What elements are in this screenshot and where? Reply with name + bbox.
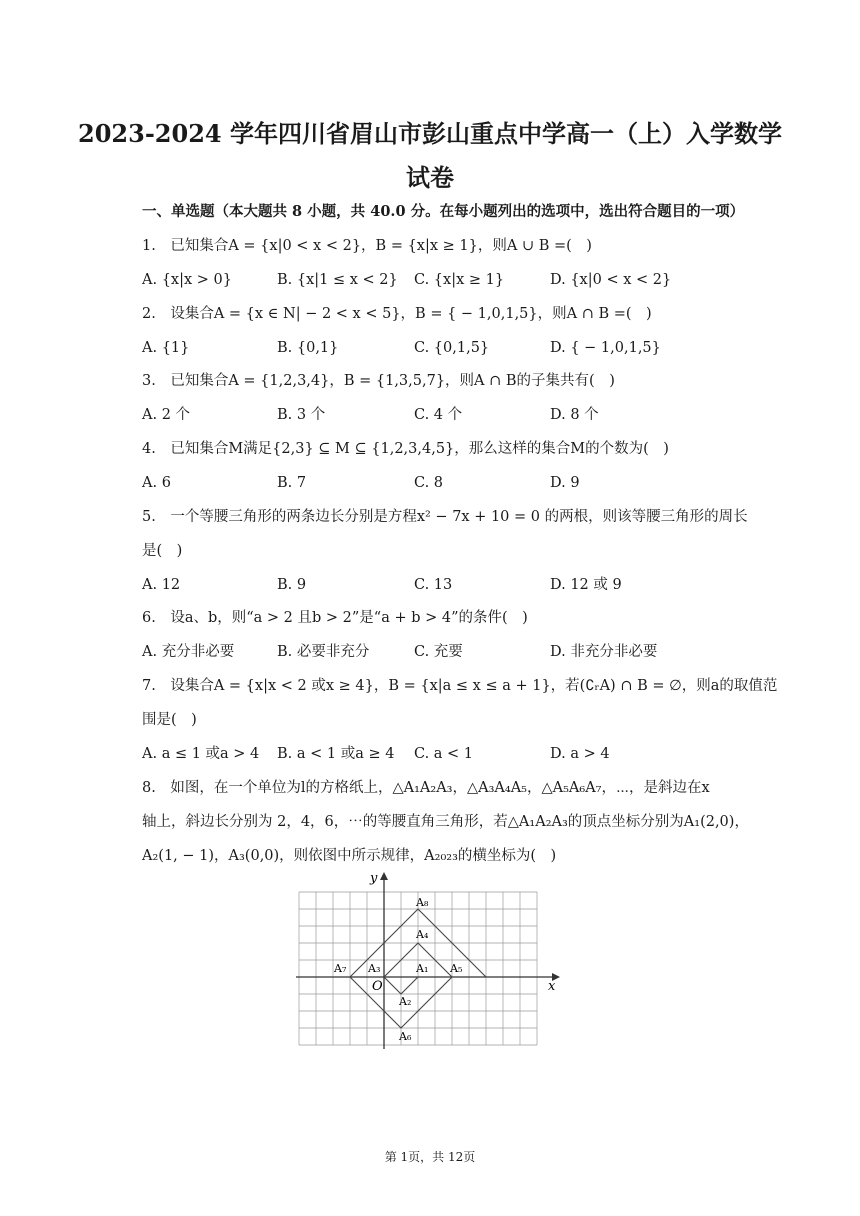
q2-option-c: C. {0,1,5} (414, 340, 490, 356)
q5-option-b: B. 9 (277, 577, 307, 593)
exam-title-line1: 2023-2024 学年四川省眉山市彭山重点中学高一（上）入学数学 (78, 119, 782, 148)
q7-option-c: C. a < 1 (414, 746, 474, 762)
q2-option-d: D. { − 1,0,1,5} (550, 340, 661, 356)
label-a4: A₄ (416, 928, 429, 941)
q1-option-d: D. {x|0 < x < 2} (550, 272, 672, 288)
q7-option-b: B. a < 1 或a ≥ 4 (277, 746, 395, 762)
origin-label: O (372, 979, 383, 994)
q5-option-c: C. 13 (414, 577, 453, 593)
q2-option-b: B. {0,1} (277, 340, 339, 356)
question-7-stem-cont: 围是( ) (142, 712, 197, 728)
label-a5: A₅ (450, 962, 463, 975)
q1-option-a: A. {x|x > 0} (142, 272, 232, 288)
q6-option-a: A. 充分非必要 (142, 644, 235, 660)
q3-option-a: A. 2 个 (142, 407, 191, 423)
label-a7: A₇ (334, 962, 347, 975)
q6-option-d: D. 非充分非必要 (550, 644, 658, 660)
exam-title-line2: 试卷 (406, 163, 454, 192)
label-a8: A₈ (416, 896, 429, 909)
y-axis-label: y (370, 871, 378, 886)
question-1-stem: 1. 已知集合A = {x|0 < x < 2}，B = {x|x ≥ 1}，则A ∪ B =( ) (142, 238, 592, 254)
q6-option-b: B. 必要非充分 (277, 644, 370, 660)
q7-option-a: A. a ≤ 1 或a > 4 (142, 746, 260, 762)
q7-option-d: D. a > 4 (550, 746, 610, 762)
question-5-stem-cont: 是( ) (142, 543, 183, 559)
question-7-stem: 7. 设集合A = {x|x < 2 或x ≥ 4}，B = {x|a ≤ x ≤ a + 1}，若(∁ᵣA) ∩ B = ∅，则a的取值范 (142, 678, 778, 694)
q1-option-c: C. {x|x ≥ 1} (414, 272, 505, 288)
q4-option-b: B. 7 (277, 475, 307, 491)
q4-option-d: D. 9 (550, 475, 580, 491)
grid-triangle-figure (290, 868, 570, 1053)
question-4-stem: 4. 已知集合M满足{2,3} ⊆ M ⊆ {1,2,3,4,5}，那么这样的集合M的个数为( ) (142, 441, 669, 457)
q3-option-c: C. 4 个 (414, 407, 463, 423)
q3-option-d: D. 8 个 (550, 407, 599, 423)
q4-option-c: C. 8 (414, 475, 444, 491)
q5-option-d: D. 12 或 9 (550, 577, 622, 593)
label-a6: A₆ (399, 1030, 412, 1043)
q4-option-a: A. 6 (142, 475, 171, 491)
question-8-stem: 8. 如图，在一个单位为l的方格纸上，△A₁A₂A₃，△A₃A₄A₅，△A₅A₆A₇，⋯，是斜边在x (142, 780, 710, 796)
question-3-stem: 3. 已知集合A = {1,2,3,4}，B = {1,3,5,7}，则A ∩ B的子集共有( ) (142, 373, 615, 389)
question-6-stem: 6. 设a、b，则“a > 2 且b > 2”是“a + b > 4”的条件( ) (142, 610, 528, 626)
question-8-stem-cont2: A₂(1, − 1)，A₃(0,0)，则依图中所示规律，A₂₀₂₃的横坐标为( ) (142, 848, 557, 864)
label-a1: A₁ (416, 962, 429, 975)
question-5-stem: 5. 一个等腰三角形的两条边长分别是方程x² − 7x + 10 = 0 的两根，则该等腰三角形的周长 (142, 509, 748, 525)
q3-option-b: B. 3 个 (277, 407, 326, 423)
label-a2: A₂ (399, 995, 412, 1008)
question-8-stem-cont1: 轴上，斜边长分别为 2，4，6，⋯的等腰直角三角形，若△A₁A₂A₃的顶点坐标分别为A₁(2,0)， (142, 814, 749, 830)
x-axis-label: x (548, 979, 556, 994)
label-a3: A₃ (368, 962, 381, 975)
q2-option-a: A. {1} (142, 340, 190, 356)
q5-option-a: A. 12 (142, 577, 181, 593)
page-footer: 第 1页，共 12页 (384, 1150, 476, 1164)
q1-option-b: B. {x|1 ≤ x < 2} (277, 272, 398, 288)
section-heading: 一、单选题（本大题共 8 小题，共 40.0 分。在每小题列出的选项中，选出符合题目的一项） (142, 203, 745, 220)
q6-option-c: C. 充要 (414, 644, 463, 660)
question-2-stem: 2. 设集合A = {x ∈ N| − 2 < x < 5}，B = { − 1,0,1,5}，则A ∩ B =( ) (142, 306, 652, 322)
